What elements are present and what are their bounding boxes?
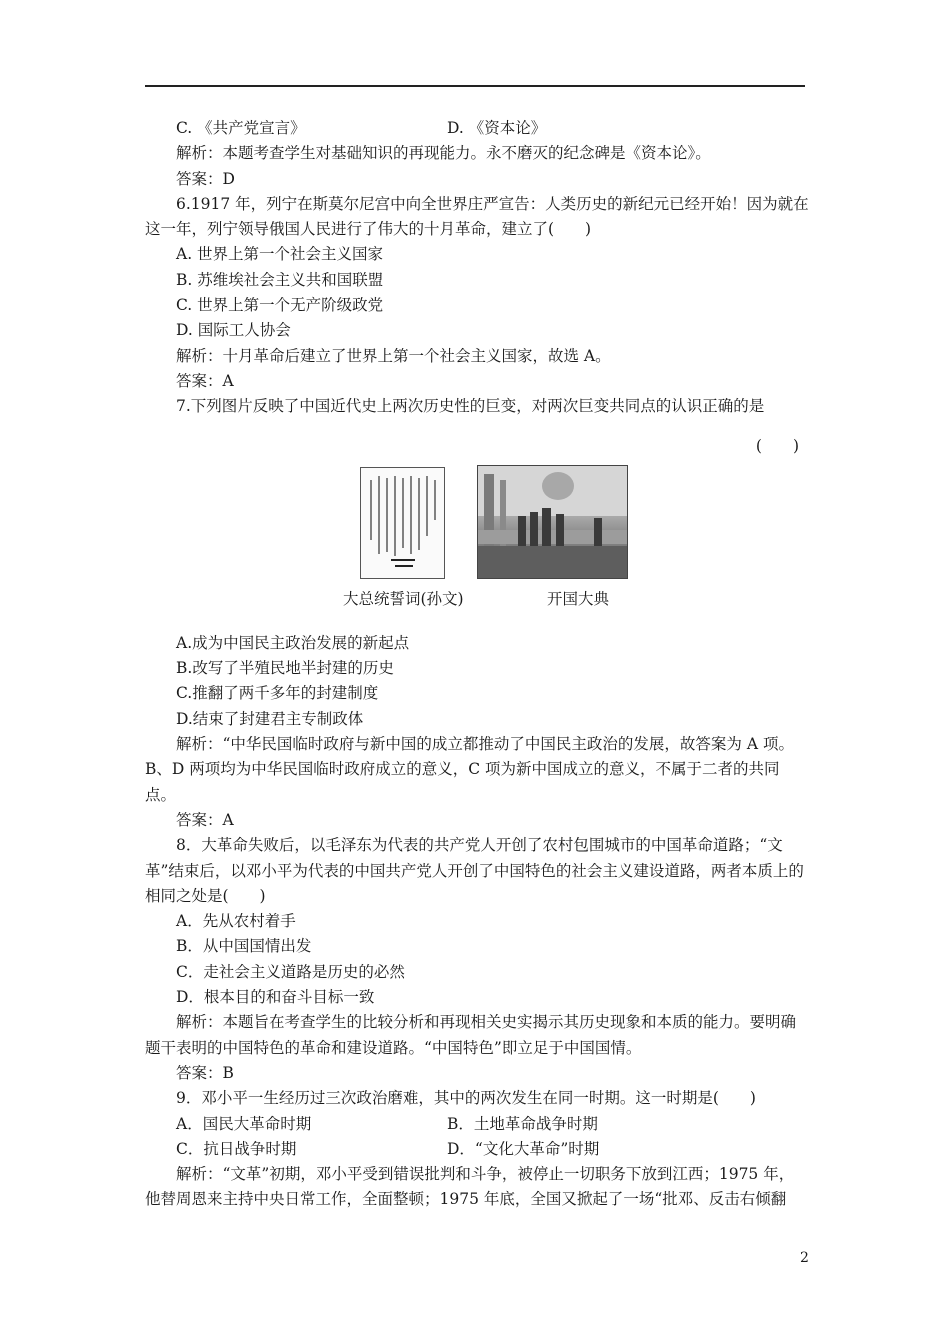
q7-figures [145,459,809,631]
q6-option-c: C. 世界上第一个无产阶级政党 [176,296,384,315]
q7-option-b: B.改写了半殖民地半封建的历史 [176,659,394,678]
q8-stem: 8．大革命失败后，以毛泽东为代表的共产党人开创了农村包围城市的中国革命道路；“文革”结束后，以邓小平为代表的中国共产党人开创了中国特色的社会主义建设道路，两者本质上的相同之处是( ) [145,836,804,905]
q5-analysis: 解析：本题考查学生对基础知识的再现能力。永不磨灭的纪念碑是《资本论》。 [176,144,711,163]
q8-option-d: D．根本目的和奋斗目标一致 [176,988,375,1007]
q9-option-c: C．抗日战争时期 [176,1139,297,1158]
q6-option-d: D. 国际工人协会 [176,321,291,340]
q8-analysis: 解析：本题旨在考查学生的比较分析和再现相关史实揭示其历史现象和本质的能力。要明确题干表明的中国特色的革命和建设道路。“中国特色”即立足于中国国情。 [145,1013,797,1057]
founding-ceremony-image [477,465,628,579]
q9-stem: 9．邓小平一生经历过三次政治磨难，其中的两次发生在同一时期。这一时期是( ) [176,1089,756,1108]
q6-option-b: B. 苏维埃社会主义共和国联盟 [176,270,384,289]
q9-analysis: 解析：“文革”初期，邓小平受到错误批判和斗争，被停止一切职务下放到江西；1975 年，他替周恩来主持中央日常工作，全面整顿；1975 年底，全国又掀起了一场“批邓、反击右倾翻 [145,1165,795,1209]
q8-option-a: A．先从农村着手 [176,912,296,931]
q8-answer: 答案：B [176,1063,234,1082]
q5-option-c: C. 《共产党宣言》 [176,119,306,137]
q5-answer: 答案：D [176,169,235,188]
q9-option-d: D．“文化大革命”时期 [447,1139,600,1158]
caption-oath: 大总统誓词(孙文) [343,589,464,608]
q6-stem: 6.1917 年，列宁在斯莫尔尼宫中向全世界庄严宣告：人类历史的新纪元已经开始！因为就在这一年，列宁领导俄国人民进行了伟大的十月革命，建立了( ) [145,194,809,239]
q9-options-row-1 [145,1112,809,1137]
q7-option-a: A.成为中国民主政治发展的新起点 [176,633,410,652]
caption-ceremony: 开国大典 [547,589,610,608]
q5-option-d: D. 《资本论》 [447,119,547,137]
q8-option-b: B．从中国国情出发 [176,937,312,956]
q8-option-c: C．走社会主义道路是历史的必然 [176,962,405,981]
q6-answer: 答案：A [176,371,234,390]
q9-options-row-2 [145,1137,809,1162]
oath-manuscript-image [360,467,445,579]
q7-stem: 7.下列图片反映了中国近代史上两次历史性的巨变，对两次巨变共同点的认识正确的是 [176,397,765,416]
q5-options-row [145,116,809,141]
q6-option-a: A. 世界上第一个社会主义国家 [176,245,384,264]
q9-option-b: B．土地革命战争时期 [447,1114,598,1133]
header-rule [145,85,805,87]
q9-option-a: A．国民大革命时期 [176,1114,312,1133]
document-body [145,116,809,1213]
page-number: 2 [800,1250,809,1266]
q7-option-d: D.结束了封建君主专制政体 [176,709,364,728]
q6-analysis: 解析：十月革命后建立了世界上第一个社会主义国家，故选 A。 [176,346,611,365]
q7-option-c: C.推翻了两千多年的封建制度 [176,684,379,703]
q7-answer-paren: ( ) [755,436,799,455]
q7-analysis: 解析：“中华民国临时政府与新中国的成立都推动了中国民主政治的发展，故答案为 A 项。B、D 两项均为中华民国临时政府成立的意义，C 项为新中国成立的意义，不属于二者的共同点。 [145,735,794,804]
q7-answer: 答案：A [176,810,234,829]
